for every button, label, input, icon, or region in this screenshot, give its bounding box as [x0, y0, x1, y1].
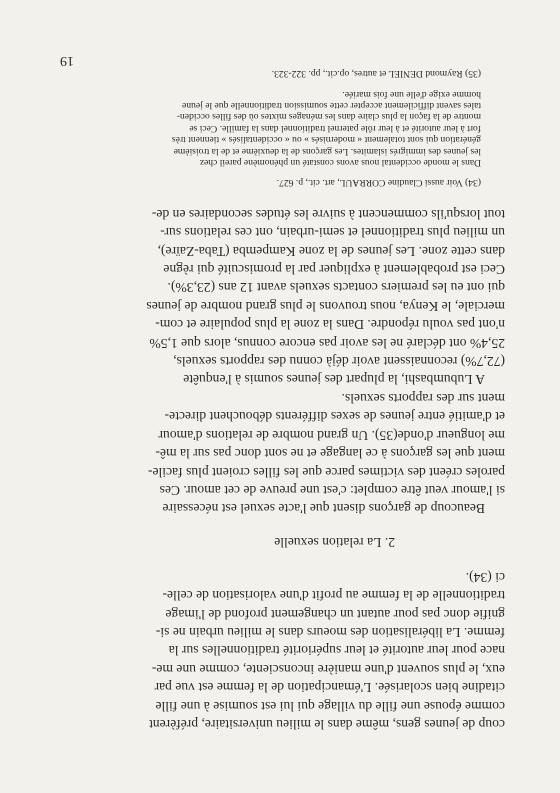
- text-line: me longueur d'onde(35). Un grand nombre de relations d'amour: [158, 427, 505, 443]
- text-line: qui ont eu les premiers contacts sexuels avant 12 ans (23,3%).: [167, 280, 505, 296]
- text-line: (72,7%) reconnaissent avoir déjà connu des rapports sexuels,: [173, 354, 505, 370]
- paragraph-continuation: [35, 567, 505, 733]
- text-line: si l'amour veut être complet: c'est une preuve de cet amour. Ces: [159, 482, 505, 498]
- text-line: et d'amitié entre jeunes de sexes différents débouchent directe-: [164, 409, 505, 425]
- text-line: n'ont pas voulu répondre. Dans la zone la plus populaire et com-: [155, 317, 505, 333]
- footnote-line: homme exige d'elle une fois mariée.: [342, 88, 481, 100]
- footnote-line: (35) Raymond DENIEL et autres, op.cit., pp. 322-323.: [271, 68, 481, 80]
- text-line: A Lubumbashi, la plupart des jeunes soumis à l'enquête: [183, 372, 485, 388]
- footnote-line: montre de la façon la plus claire dans les ménages mixtes où des filles occiden-: [176, 111, 481, 123]
- footnote-line: fort à leur autorité et à leur rôle paternel traditionnel dans la famille. Ceci se: [189, 122, 481, 134]
- text-line: tout lorsqu'ils commencent à suivre les études secondaires en de-: [151, 206, 505, 222]
- text-line: un milieu plus traditionnel et semi-urbain, ont ces relations sur-: [160, 225, 505, 241]
- footnote-line: tales savent difficilement accepter cette soumission traditionnelle que le jeune: [182, 100, 481, 111]
- text-line: nace pour leur autorité et leur supériorité traditionnelles sur la: [168, 643, 505, 659]
- text-line: coup de jeunes gens, même dans le milieu universitaire, préfèrent: [149, 717, 505, 732]
- footnote-line: génération qui sont totalement « modernisés » ou « occidentalisés » tiennent très: [171, 134, 481, 146]
- footnote-line: les jeunes des immigrés islamites. Les garçons de la deuxième et de la troisième: [173, 145, 481, 157]
- text-line: ci (34).: [465, 569, 505, 585]
- text-line: citadine bien scolarisée. L'émancipation de la femme est vue par: [154, 680, 505, 696]
- text-line: ment que les garçons à ce langage et ne sont donc pas sur la mê-: [155, 446, 505, 462]
- text-line: comme épouse une fille du village qui lui est soumise à une fille: [155, 698, 505, 714]
- text-line: dans cette zone. Les jeunes de la zone Kampemba (Taba-Zaïre),: [157, 243, 505, 259]
- footnote-line: Dans le monde occidental nous avons constaté un phénomène pareil chez: [199, 157, 481, 169]
- paragraph-lubumbashi: [35, 204, 505, 388]
- text-line: eux, le plus souvent d'une manière inconsciente, comme une me-: [151, 661, 505, 677]
- text-line: ment sur des rapports sexuels.: [341, 390, 505, 406]
- text-line: femme. La libéralisation des moeurs dans le milieu urbain ne si-: [155, 624, 505, 640]
- footnote-35: [35, 68, 505, 79]
- footnote-34-continuation: [35, 88, 505, 168]
- text-line: 25,4% ont déclaré ne les avoir pas encore connus, alors que 1,5%: [149, 335, 505, 351]
- page-content: [35, 68, 505, 733]
- paragraph-relation-sexuelle: [35, 389, 505, 518]
- section-heading: 2. La relation sexuelle: [274, 535, 395, 551]
- text-line: traditionnelle de la femme au profit d'une valorisation de celle-: [162, 588, 505, 604]
- text-line: merciale, le Kenya, nous trouvons le plus grand nombre de jeunes: [146, 298, 505, 314]
- footnote-34: [35, 177, 505, 188]
- page-number: 19: [60, 53, 74, 68]
- text-line: Beaucoup de garçons disent que l'acte sexuel est nécessaire: [162, 501, 485, 517]
- text-line: Ceci est probablement à expliquer par la promiscuité qui règne: [163, 262, 505, 278]
- text-line: gnifie donc pas pour autant un changement profond de l'image: [165, 606, 505, 622]
- text-line: paroles créent des victimes parce que les filles croient plus facile-: [147, 464, 505, 480]
- footnote-line: (34) Voir aussi Claudine CORRAUL, art. cit., p. 627.: [276, 177, 481, 189]
